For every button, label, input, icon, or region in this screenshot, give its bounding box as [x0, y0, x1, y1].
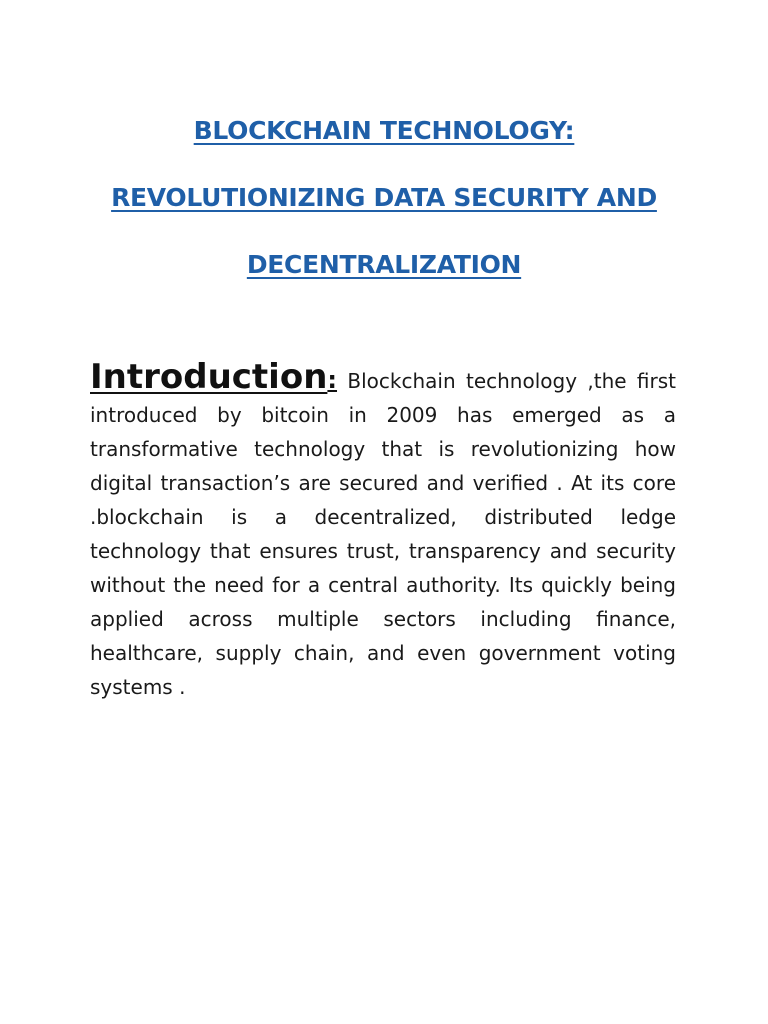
introduction-body-text: Blockchain technology ,the first introduced by bitcoin in 2009 has emerged as a transformative technology that is revolutionizing how digital transaction’s are secured and verified . At its core .blockchain is a decentralized, distributed ledge technology that ensures trust, transparency and security without the need for a central authority. Its quickly being applied across multiple sectors including finance, healthcare, supply chain, and even government voting systems . — [90, 369, 676, 699]
document-title — [0, 108, 768, 309]
title-line-2: REVOLUTIONIZING DATA SECURITY AND — [111, 183, 657, 212]
introduction-heading: Introduction — [90, 357, 328, 397]
title-line-1: BLOCKCHAIN TECHNOLOGY: — [193, 116, 575, 145]
introduction-colon: : — [327, 366, 338, 394]
introduction-paragraph — [90, 357, 676, 704]
title-line-3: DECENTRALIZATION — [246, 250, 522, 279]
